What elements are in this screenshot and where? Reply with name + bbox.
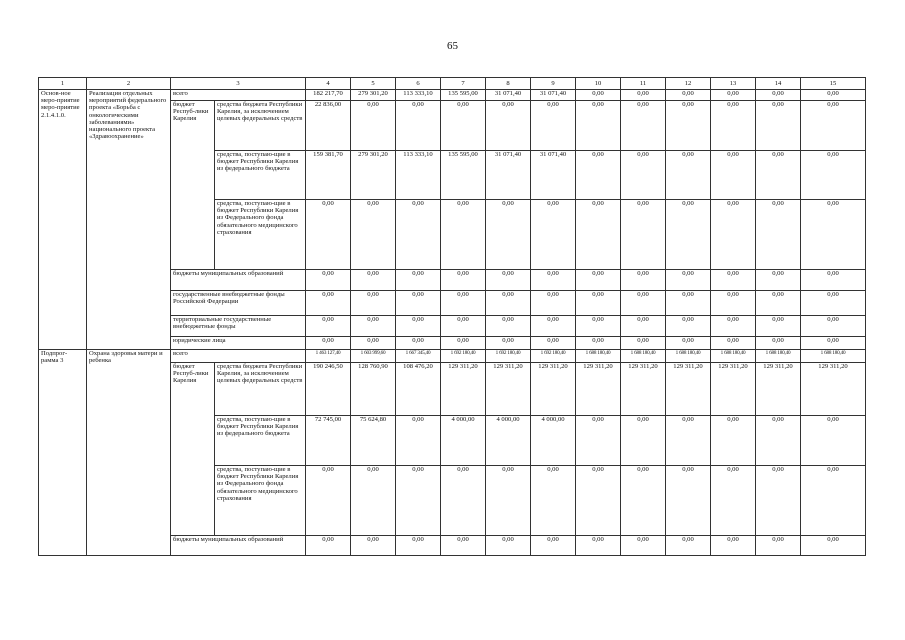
value-cell: 0,00 — [666, 101, 711, 151]
value-cell: 0,00 — [306, 200, 351, 270]
header-cell: 7 — [441, 78, 486, 90]
table-row — [39, 90, 866, 101]
value-cell: 279 301,20 — [351, 90, 396, 101]
header-cell: 14 — [756, 78, 801, 90]
value-cell: 0,00 — [711, 101, 756, 151]
value-cell: 0,00 — [666, 536, 711, 556]
value-cell: 0,00 — [711, 316, 756, 337]
value-cell: 0,00 — [711, 200, 756, 270]
value-cell: 0,00 — [351, 466, 396, 536]
value-cell: 0,00 — [801, 536, 866, 556]
source-label: бюджеты муниципальных образований — [171, 536, 306, 556]
value-cell: 0,00 — [621, 90, 666, 101]
value-cell: 129 311,20 — [621, 363, 666, 416]
header-cell: 5 — [351, 78, 396, 90]
source-label: государственные внебюджетные фонды Российской Федерации — [171, 291, 306, 316]
value-cell: 0,00 — [711, 416, 756, 466]
value-cell: 0,00 — [801, 337, 866, 350]
header-cell: 1 — [39, 78, 87, 90]
header-cell: 9 — [531, 78, 576, 90]
value-cell: 0,00 — [306, 337, 351, 350]
value-cell: 0,00 — [486, 200, 531, 270]
value-cell: 0,00 — [621, 337, 666, 350]
value-cell: 0,00 — [531, 536, 576, 556]
source-sublabel: средства бюджета Республики Карелия, за исключением целевых федеральных средств — [215, 363, 306, 416]
header-cell: 11 — [621, 78, 666, 90]
value-cell: 0,00 — [306, 466, 351, 536]
budget-label: бюджет Респуб-лики Карелия — [171, 363, 215, 536]
value-cell: 0,00 — [576, 101, 621, 151]
value-cell: 22 836,00 — [306, 101, 351, 151]
value-cell: 0,00 — [666, 270, 711, 291]
value-cell: 72 745,00 — [306, 416, 351, 466]
value-cell: 135 595,00 — [441, 151, 486, 200]
value-cell: 0,00 — [531, 291, 576, 316]
header-cell: 15 — [801, 78, 866, 90]
budget-table — [38, 77, 866, 556]
value-cell: 128 760,90 — [351, 363, 396, 416]
value-cell: 0,00 — [576, 536, 621, 556]
value-cell: 0,00 — [666, 151, 711, 200]
value-cell: 4 000,00 — [441, 416, 486, 466]
value-cell: 0,00 — [756, 90, 801, 101]
row-group-name: Реализация отдельных мероприятий федерального проекта «Борьба с онкологическими заболеваниями» национального проекта «Здравоохранение» — [87, 90, 171, 350]
value-cell: 0,00 — [576, 270, 621, 291]
value-cell: 0,00 — [486, 270, 531, 291]
value-cell: 1 692 180,40 — [531, 350, 576, 363]
value-cell: 0,00 — [756, 416, 801, 466]
value-cell: 0,00 — [756, 316, 801, 337]
value-cell: 0,00 — [756, 291, 801, 316]
value-cell: 0,00 — [666, 337, 711, 350]
row-group-code: Основ-ное меро-приятие меро-приятие 2.1.4.1.0. — [39, 90, 87, 350]
value-cell: 0,00 — [666, 200, 711, 270]
value-cell: 129 311,20 — [711, 363, 756, 416]
value-cell: 0,00 — [756, 200, 801, 270]
value-cell: 0,00 — [576, 90, 621, 101]
value-cell: 0,00 — [576, 200, 621, 270]
block-subprogram-3 — [39, 350, 866, 556]
value-cell: 0,00 — [396, 536, 441, 556]
value-cell: 0,00 — [621, 101, 666, 151]
value-cell: 0,00 — [711, 466, 756, 536]
value-cell: 0,00 — [801, 151, 866, 200]
value-cell: 0,00 — [531, 200, 576, 270]
value-cell: 190 246,50 — [306, 363, 351, 416]
value-cell: 0,00 — [306, 316, 351, 337]
value-cell: 0,00 — [441, 270, 486, 291]
value-cell: 0,00 — [486, 536, 531, 556]
value-cell: 0,00 — [621, 270, 666, 291]
value-cell: 0,00 — [531, 101, 576, 151]
value-cell: 1 603 999,60 — [351, 350, 396, 363]
source-label: территориальные государственные внебюджетные фонды — [171, 316, 306, 337]
value-cell: 0,00 — [576, 291, 621, 316]
value-cell: 1 688 180,40 — [666, 350, 711, 363]
source-sublabel: средства, поступаю-щие в бюджет Республики Карелия из Федерального фонда обязательного медицинского страхования — [215, 200, 306, 270]
value-cell: 0,00 — [621, 536, 666, 556]
value-cell: 0,00 — [576, 466, 621, 536]
value-cell: 129 311,20 — [576, 363, 621, 416]
value-cell: 0,00 — [306, 291, 351, 316]
value-cell: 0,00 — [801, 316, 866, 337]
value-cell: 0,00 — [711, 270, 756, 291]
value-cell: 75 624,80 — [351, 416, 396, 466]
value-cell: 0,00 — [486, 316, 531, 337]
source-label: бюджеты муниципальных образований — [171, 270, 306, 291]
row-group-name: Охрана здоровья матери и ребенка — [87, 350, 171, 556]
value-cell: 0,00 — [711, 90, 756, 101]
value-cell: 0,00 — [306, 536, 351, 556]
value-cell: 0,00 — [621, 200, 666, 270]
value-cell: 0,00 — [441, 536, 486, 556]
value-cell: 0,00 — [396, 291, 441, 316]
value-cell: 31 071,40 — [531, 90, 576, 101]
value-cell: 0,00 — [396, 466, 441, 536]
value-cell: 0,00 — [441, 337, 486, 350]
value-cell: 0,00 — [621, 316, 666, 337]
value-cell: 113 333,10 — [396, 151, 441, 200]
value-cell: 1 688 180,40 — [801, 350, 866, 363]
value-cell: 1 692 180,40 — [441, 350, 486, 363]
value-cell: 1 667 345,40 — [396, 350, 441, 363]
value-cell: 0,00 — [576, 337, 621, 350]
value-cell: 0,00 — [756, 466, 801, 536]
value-cell: 0,00 — [441, 466, 486, 536]
header-cell: 13 — [711, 78, 756, 90]
value-cell: 0,00 — [711, 536, 756, 556]
source-sublabel: средства бюджета Республики Карелия, за исключением целевых федеральных средств — [215, 101, 306, 151]
value-cell: 0,00 — [711, 337, 756, 350]
value-cell: 0,00 — [756, 270, 801, 291]
value-cell: 0,00 — [666, 466, 711, 536]
value-cell: 0,00 — [441, 200, 486, 270]
value-cell: 0,00 — [756, 101, 801, 151]
value-cell: 1 688 180,40 — [711, 350, 756, 363]
source-label: юридические лица — [171, 337, 306, 350]
header-cell: 6 — [396, 78, 441, 90]
value-cell: 1 692 180,40 — [486, 350, 531, 363]
header-cell: 10 — [576, 78, 621, 90]
value-cell: 0,00 — [396, 200, 441, 270]
value-cell: 0,00 — [486, 291, 531, 316]
value-cell: 0,00 — [351, 291, 396, 316]
page-number: 65 — [447, 40, 458, 52]
value-cell: 135 595,00 — [441, 90, 486, 101]
header-cell: 3 — [171, 78, 306, 90]
value-cell: 0,00 — [486, 337, 531, 350]
value-cell: 0,00 — [441, 316, 486, 337]
value-cell: 182 217,70 — [306, 90, 351, 101]
value-cell: 129 311,20 — [666, 363, 711, 416]
header-cell: 2 — [87, 78, 171, 90]
value-cell: 129 311,20 — [441, 363, 486, 416]
value-cell: 0,00 — [711, 291, 756, 316]
value-cell: 0,00 — [396, 101, 441, 151]
value-cell: 113 333,10 — [396, 90, 441, 101]
header-cell: 12 — [666, 78, 711, 90]
value-cell: 0,00 — [801, 466, 866, 536]
value-cell: 0,00 — [531, 270, 576, 291]
value-cell: 279 301,20 — [351, 151, 396, 200]
block-main-activity — [39, 90, 866, 350]
value-cell: 1 463 127,40 — [306, 350, 351, 363]
row-group-code: Подпрог-рамма 3 — [39, 350, 87, 556]
value-cell: 0,00 — [666, 416, 711, 466]
value-cell: 0,00 — [756, 151, 801, 200]
value-cell: 0,00 — [306, 270, 351, 291]
value-cell: 0,00 — [711, 151, 756, 200]
value-cell: 0,00 — [441, 101, 486, 151]
value-cell: 0,00 — [351, 200, 396, 270]
value-cell: 0,00 — [531, 466, 576, 536]
value-cell: 0,00 — [756, 536, 801, 556]
source-sublabel: средства, поступаю-щие в бюджет Республики Карелия из федерального бюджета — [215, 151, 306, 200]
value-cell: 0,00 — [801, 270, 866, 291]
value-cell: 0,00 — [351, 316, 396, 337]
value-cell: 0,00 — [396, 316, 441, 337]
value-cell: 129 311,20 — [801, 363, 866, 416]
value-cell: 0,00 — [756, 337, 801, 350]
value-cell: 31 071,40 — [486, 90, 531, 101]
value-cell: 0,00 — [576, 316, 621, 337]
value-cell: 0,00 — [801, 291, 866, 316]
value-cell: 0,00 — [351, 270, 396, 291]
value-cell: 1 688 180,40 — [621, 350, 666, 363]
value-cell: 0,00 — [666, 316, 711, 337]
value-cell: 31 071,40 — [531, 151, 576, 200]
source-label: всего — [171, 350, 306, 363]
value-cell: 108 476,20 — [396, 363, 441, 416]
value-cell: 1 688 180,40 — [576, 350, 621, 363]
value-cell: 129 311,20 — [531, 363, 576, 416]
value-cell: 0,00 — [621, 151, 666, 200]
value-cell: 0,00 — [531, 337, 576, 350]
header-cell: 8 — [486, 78, 531, 90]
value-cell: 0,00 — [801, 200, 866, 270]
table-row — [39, 350, 866, 363]
value-cell: 31 071,40 — [486, 151, 531, 200]
value-cell: 0,00 — [531, 316, 576, 337]
value-cell: 1 688 180,40 — [756, 350, 801, 363]
value-cell: 0,00 — [576, 416, 621, 466]
value-cell: 0,00 — [621, 291, 666, 316]
value-cell: 129 311,20 — [756, 363, 801, 416]
value-cell: 0,00 — [621, 466, 666, 536]
value-cell: 0,00 — [801, 101, 866, 151]
value-cell: 0,00 — [801, 90, 866, 101]
value-cell: 0,00 — [486, 101, 531, 151]
value-cell: 0,00 — [666, 90, 711, 101]
value-cell: 0,00 — [801, 416, 866, 466]
value-cell: 129 311,20 — [486, 363, 531, 416]
value-cell: 0,00 — [441, 291, 486, 316]
value-cell: 159 381,70 — [306, 151, 351, 200]
value-cell: 0,00 — [576, 151, 621, 200]
value-cell: 0,00 — [486, 466, 531, 536]
value-cell: 4 000,00 — [486, 416, 531, 466]
budget-label: бюджет Респуб-лики Карелия — [171, 101, 215, 270]
value-cell: 4 000,00 — [531, 416, 576, 466]
value-cell: 0,00 — [396, 270, 441, 291]
value-cell: 0,00 — [666, 291, 711, 316]
value-cell: 0,00 — [621, 416, 666, 466]
value-cell: 0,00 — [351, 337, 396, 350]
source-sublabel: средства, поступаю-щие в бюджет Республики Карелия из федерального бюджета — [215, 416, 306, 466]
source-label: всего — [171, 90, 306, 101]
value-cell: 0,00 — [351, 536, 396, 556]
value-cell: 0,00 — [396, 337, 441, 350]
header-cell: 4 — [306, 78, 351, 90]
value-cell: 0,00 — [351, 101, 396, 151]
header-row — [39, 78, 866, 90]
value-cell: 0,00 — [396, 416, 441, 466]
source-sublabel: средства, поступаю-щие в бюджет Республики Карелия из Федерального фонда обязательного медицинского страхования — [215, 466, 306, 536]
